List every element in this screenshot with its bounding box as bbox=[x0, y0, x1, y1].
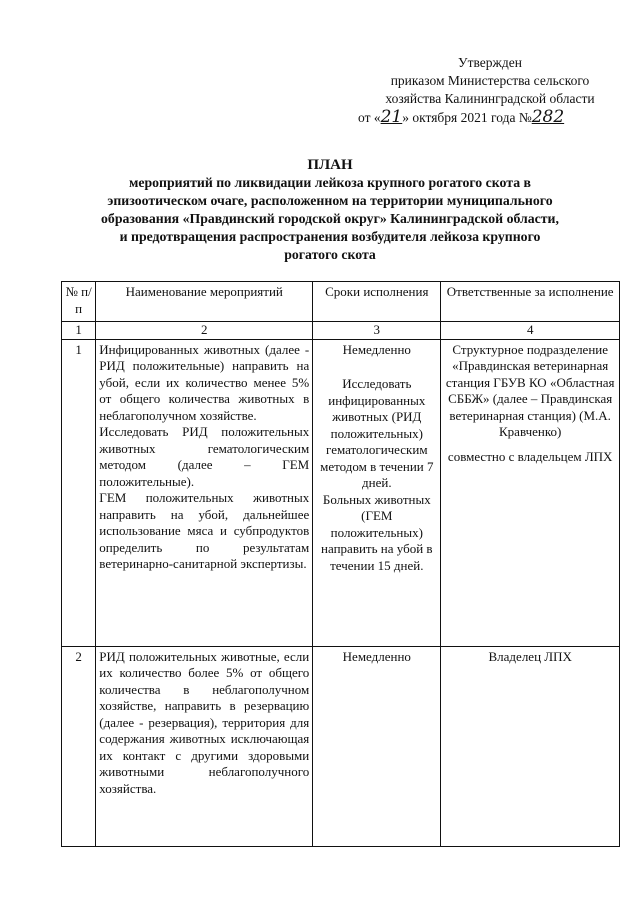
column-number: 1 bbox=[62, 322, 96, 340]
header-cell: Наименование мероприятий bbox=[96, 282, 313, 322]
column-number: 4 bbox=[441, 322, 620, 340]
responsible-text: совместно с владельцем ЛПХ bbox=[447, 448, 613, 464]
measure-cell bbox=[96, 339, 313, 646]
header-cell: Сроки исполнения bbox=[313, 282, 441, 322]
approval-line: Утвержден bbox=[458, 55, 522, 70]
date-prefix: от « bbox=[358, 110, 381, 125]
approval-date-line bbox=[350, 108, 630, 127]
responsible-cell bbox=[441, 646, 620, 846]
handwritten-order-number: 282 bbox=[531, 107, 565, 127]
table-row bbox=[62, 646, 620, 846]
deadline-text: Больных животных (ГЕМ положительных) направить на убой в течении 15 дней. bbox=[321, 491, 433, 573]
handwritten-day: 21 bbox=[380, 107, 403, 127]
title-line: и предотвращения распространения возбудителя лейкоза крупного bbox=[119, 229, 541, 244]
responsible-text: Владелец ЛПХ bbox=[488, 648, 572, 664]
responsible-cell bbox=[441, 339, 620, 646]
deadline-text: Немедленно bbox=[342, 648, 411, 664]
column-number-row bbox=[62, 322, 620, 340]
deadline-cell bbox=[313, 646, 441, 846]
title-line: рогатого скота bbox=[284, 247, 376, 262]
plan-table bbox=[61, 281, 620, 847]
table-row bbox=[62, 339, 620, 646]
measure-text: Исследовать РИД положительных животных гематологическим методом (далее – ГЕМ положительные). bbox=[99, 424, 310, 489]
approval-block bbox=[350, 54, 630, 127]
row-number: 2 bbox=[62, 646, 96, 846]
column-number: 2 bbox=[96, 322, 313, 340]
row-number: 1 bbox=[62, 339, 96, 646]
approval-line: приказом Министерства сельского bbox=[390, 73, 590, 88]
date-middle: » октября 2021 года № bbox=[402, 110, 532, 125]
deadline-text: Исследовать инфицированных животных (РИД положительных) гематологическим методом в течении 7 дней. bbox=[320, 376, 434, 490]
column-number: 3 bbox=[313, 322, 441, 340]
title-main: ПЛАН bbox=[307, 157, 353, 173]
measure-text: ГЕМ положительных животных направить на убой, дальнейшее использование мяса и субпродуктов определить по результатам ветеринарно-санитарной экспертизы. bbox=[99, 490, 310, 571]
title-line: эпизоотическом очаге, расположенном на территории муниципального bbox=[107, 193, 553, 208]
measure-cell bbox=[96, 646, 313, 846]
measure-text: Инфицированных животных (далее - РИД положительные) направить на убой, если их количество менее 5% от общего количества животных в неблагополучном хозяйстве. bbox=[99, 341, 310, 423]
measure-text: РИД положительных животные, если их количество более 5% от общего количества в неблагополучном хозяйстве, направить в резервацию (далее - резервация), территория для содержания животных исключающая их контакт с другими здоровыми животными неблагополучного хозяйства. bbox=[99, 648, 310, 796]
header-cell: Ответственные за исполнение bbox=[441, 282, 620, 322]
approval-line: хозяйства Калининградской области bbox=[385, 91, 595, 106]
deadline-text: Немедленно bbox=[342, 341, 411, 357]
document-title bbox=[60, 156, 600, 264]
responsible-text: Структурное подразделение «Правдинская ветеринарная станция ГБУВ КО «Областная СББЖ» (далее – Правдинская ветеринарная станция) (М.А. Кравченко) bbox=[445, 341, 615, 439]
header-cell: № п/п bbox=[62, 282, 96, 322]
title-line: мероприятий по ликвидации лейкоза крупного рогатого скота в bbox=[128, 175, 532, 190]
deadline-cell bbox=[313, 339, 441, 646]
title-line: образования «Правдинский городской округ» Калининградской области, bbox=[101, 211, 559, 226]
table-header-row bbox=[62, 282, 620, 322]
